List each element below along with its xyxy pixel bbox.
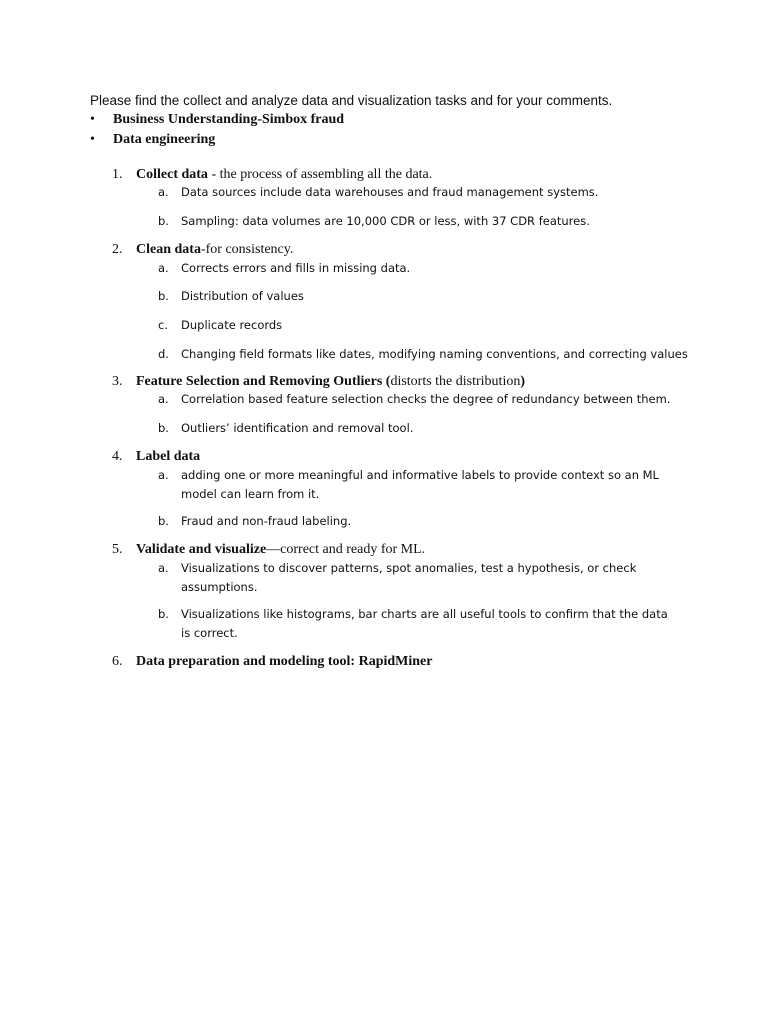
- item-text: Fraud and non-fraud labeling.: [181, 514, 352, 528]
- item-text: Correlation based feature selection checks the degree of redundancy between them.: [181, 392, 671, 406]
- intro-text: Please find the collect and analyze data and visualization tasks and for your comments.: [90, 93, 613, 108]
- step-title: Collect data: [136, 167, 208, 182]
- step-closing-paren: ): [520, 374, 525, 389]
- step-heading: [136, 373, 525, 391]
- bullet-dot-icon: •: [90, 112, 95, 127]
- item-letter: b.: [158, 607, 169, 621]
- item-text: Visualizations like histograms, bar charts are all useful tools to confirm that the data is correct.: [181, 607, 668, 640]
- item-text: Changing field formats like dates, modifying naming conventions, and correcting values: [181, 347, 688, 361]
- step-number: 1.: [112, 167, 123, 182]
- item-text: Data sources include data warehouses and fraud management systems.: [181, 185, 599, 199]
- item-text: Outliers’ identification and removal tool.: [181, 421, 414, 435]
- step-description: —correct and ready for ML.: [266, 542, 426, 557]
- bullet-label: Data engineering: [113, 132, 216, 147]
- step-description: -for consistency.: [200, 242, 294, 257]
- item-text: Duplicate records: [181, 318, 283, 332]
- step-title: Data preparation and modeling tool: RapidMiner: [136, 654, 433, 669]
- item-letter: c.: [158, 318, 168, 332]
- step-title: Feature Selection and Removing Outliers (: [136, 374, 391, 389]
- step-description: - the process of assembling all the data.: [207, 167, 433, 182]
- bullet-dot-icon: •: [90, 132, 95, 147]
- step-heading: [136, 166, 432, 184]
- step-number: 2.: [112, 242, 123, 257]
- step-number: 6.: [112, 654, 123, 669]
- item-letter: a.: [158, 261, 169, 275]
- step-number: 4.: [112, 449, 123, 464]
- step-number: 5.: [112, 542, 123, 557]
- item-letter: a.: [158, 561, 169, 575]
- item-letter: b.: [158, 214, 169, 228]
- step-heading: [136, 241, 293, 259]
- step-heading: [136, 653, 432, 671]
- item-letter: d.: [158, 347, 169, 361]
- step-title: Clean data: [136, 242, 201, 257]
- item-text: adding one or more meaningful and informative labels to provide context so an ML model can learn from it.: [181, 468, 659, 501]
- item-text: Sampling: data volumes are 10,000 CDR or less, with 37 CDR features.: [181, 214, 590, 228]
- item-letter: a.: [158, 392, 169, 406]
- step-heading: [136, 448, 200, 466]
- item-letter: a.: [158, 468, 169, 482]
- item-text: Distribution of values: [181, 289, 304, 303]
- bullet-label: Business Understanding-Simbox fraud: [113, 112, 345, 127]
- step-title: Label data: [136, 449, 201, 464]
- item-letter: b.: [158, 421, 169, 435]
- item-letter: b.: [158, 289, 169, 303]
- item-text: Corrects errors and fills in missing data.: [181, 261, 411, 275]
- item-text: Visualizations to discover patterns, spot anomalies, test a hypothesis, or check assumptions.: [181, 561, 637, 594]
- item-letter: b.: [158, 514, 169, 528]
- step-number: 3.: [112, 374, 123, 389]
- step-heading: [136, 541, 425, 559]
- step-title: Validate and visualize: [136, 542, 267, 557]
- item-letter: a.: [158, 185, 169, 199]
- step-description: distorts the distribution: [390, 374, 521, 389]
